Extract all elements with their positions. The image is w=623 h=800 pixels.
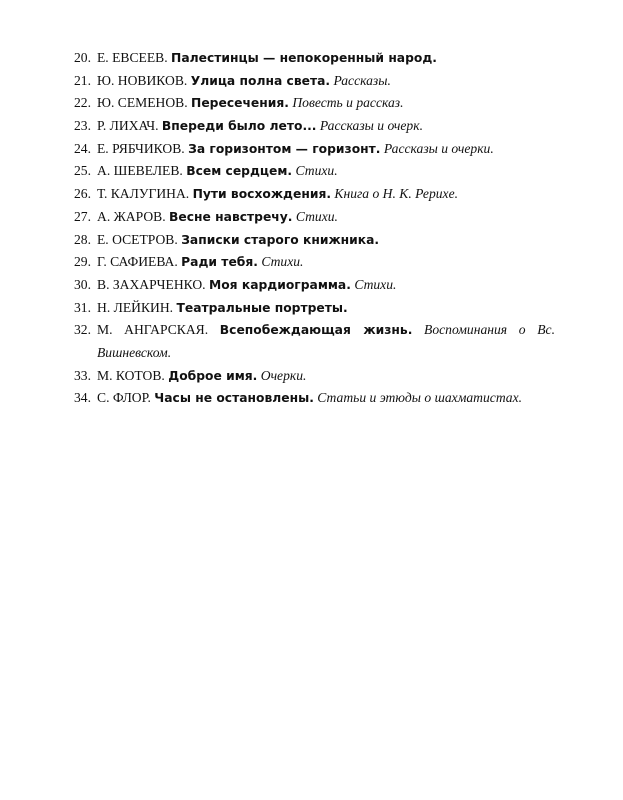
entry-genre: Рассказы и очерки. [383,140,494,156]
list-item [0,274,623,297]
entry-genre: Стихи. [295,163,338,179]
entry-author: Е. РЯБЧИКОВ. [97,140,185,156]
entry-text [97,206,338,229]
entry-author: Ю. НОВИКОВ. [97,72,188,88]
entry-text [97,387,522,410]
entry-number: 28. [74,231,91,247]
entry-title: Впереди было лето... [161,119,317,134]
entry-author: С. ФЛОР. [97,390,151,406]
entry-title: Часы не остановлены. [154,391,314,406]
entry-author: А. ЖАРОВ. [97,208,166,224]
entry-title: Всепобеждающая жизнь. [219,323,413,338]
entry-text [97,92,404,115]
entry-author: В. ЗАХАРЧЕНКО. [97,276,206,292]
entry-text [97,319,555,364]
entry-genre: Стихи. [354,276,397,292]
entry-author: М. АНГАРСКАЯ. [97,322,209,338]
entry-text [97,251,303,274]
entry-text [97,229,379,252]
entry-title: Пути восхождения. [192,187,332,202]
entry-title: Театральные портреты. [176,300,348,315]
entry-title: Улица полна света. [190,73,331,88]
entry-title: Доброе имя. [168,368,258,383]
entry-title: За горизонтом — горизонт. [188,141,381,156]
list-item [0,319,623,364]
entry-number: 25. [74,163,91,179]
entry-title: Записки старого книжника. [181,232,380,247]
entry-genre: Повесть и рассказ. [292,95,404,111]
entry-genre: Стихи. [295,208,338,224]
entry-genre: Рассказы и очерк. [319,118,423,134]
entry-title: Палестинцы — непокоренный народ. [171,51,437,65]
entry-author: Р. ЛИХАЧ. [97,118,159,134]
entry-genre: Стихи. [261,254,304,270]
entry-number: 32. [74,322,91,338]
entry-text [97,138,494,161]
list-item [0,70,623,93]
entry-number: 21. [74,72,91,88]
list-item [0,297,623,320]
entry-author: Н. ЛЕЙКИН. [97,299,174,315]
entry-number: 20. [74,50,91,65]
entry-author: Е. ЕВСЕЕВ. [97,50,168,65]
entry-text [97,70,391,93]
entry-genre: Рассказы. [333,72,391,88]
entry-text [97,160,338,183]
entry-genre: Статьи и этюды о шахматистах. [317,390,523,406]
entry-genre: Очерки. [260,367,307,383]
entry-number: 23. [74,118,91,134]
list-item [0,115,623,138]
entry-title: Весне навстречу. [169,209,293,224]
entry-text [97,115,423,138]
entry-number: 34. [74,390,91,406]
list-item [0,138,623,161]
entry-text [97,297,348,320]
entry-text [97,47,437,70]
entry-title: Моя кардиограмма. [209,277,351,292]
entry-author: Ю. СЕМЕНОВ. [97,95,188,111]
entry-author: Г. САФИЕВА. [97,254,178,270]
entry-number: 29. [74,254,91,270]
entry-number: 22. [74,95,91,111]
entry-author: А. ШЕВЕЛЕВ. [97,163,183,179]
entry-author: М. КОТОВ. [97,367,165,383]
entry-text [97,365,306,388]
entry-genre: Книга о Н. К. Рерихе. [334,186,459,202]
entry-title: Пересечения. [191,96,289,111]
list-item [0,47,623,70]
entry-number: 30. [74,276,91,292]
entry-title: Ради тебя. [181,255,258,270]
entry-author: Т. КАЛУГИНА. [97,186,190,202]
list-item [0,365,623,388]
entry-number: 33. [74,367,91,383]
entry-genre: Воспоминания о Вс. Вишневском. [97,322,555,360]
list-item [0,160,623,183]
entry-text [97,183,458,206]
list-item [0,206,623,229]
entry-number: 27. [74,208,91,224]
list-item [0,251,623,274]
entry-number: 24. [74,140,91,156]
list-item [0,229,623,252]
entry-title: Всем сердцем. [186,164,293,179]
list-item [0,183,623,206]
book-list [0,47,623,410]
list-item [0,92,623,115]
entry-author: Е. ОСЕТРОВ. [97,231,178,247]
list-item [0,387,623,410]
entry-number: 31. [74,299,91,315]
entry-text [97,274,396,297]
entry-number: 26. [74,186,91,202]
